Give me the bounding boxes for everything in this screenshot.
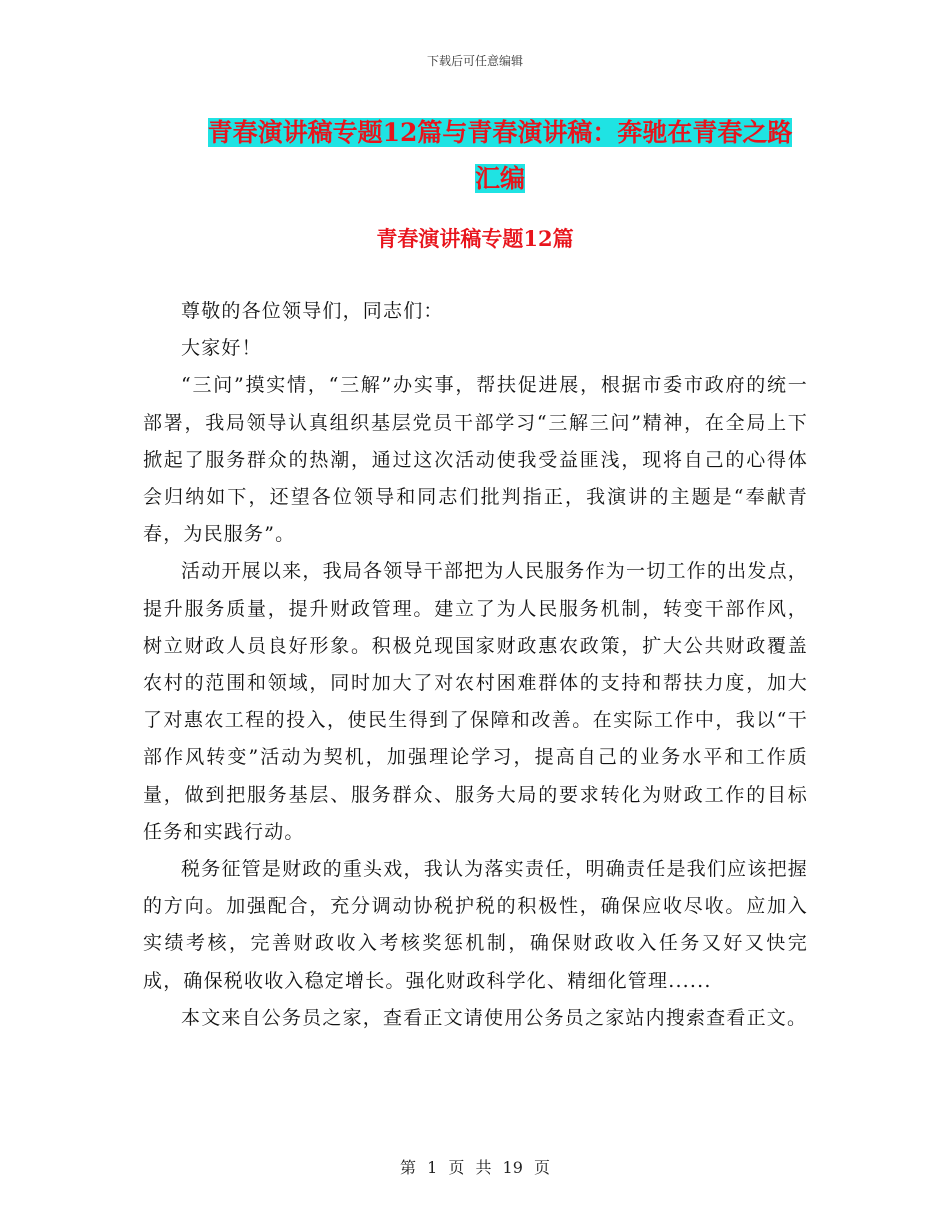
paragraph: 活动开展以来，我局各领导干部把为人民服务作为一切工作的出发点，提升服务质量，提升财政管理。建立了为人民服务机制，转变干部作风，树立财政人员良好形象。积极兑现国家财政惠农政策，扩大公共财政覆盖农村的范围和领域，同时加大了对农村困难群体的支持和帮扶力度，加大了对惠农工程的投入，使民生得到了保障和改善。在实际工作中，我以“干部作风转变”活动为契机，加强理论学习，提高自己的业务水平和工作质量，做到把服务基层、服务群众、服务大局的要求转化为财政工作的目标任务和实践行动。: [143, 560, 808, 843]
document-title-line1: 青春演讲稿专题12篇与青春演讲稿：奔驰在青春之路: [207, 118, 793, 147]
paragraph: 本文来自公务员之家，查看正文请使用公务员之家站内搜索查看正文。: [181, 1006, 808, 1029]
paragraph: 税务征管是财政的重头戏，我认为落实责任，明确责任是我们应该把握的方向。加强配合，充分调动协税护税的积极性，确保应收尽收。应加入实绩考核，完善财政收入考核奖惩机制，确保财政收入任务又好又快完成，确保税收收入稳定增长。强化财政科学化、精细化管理......: [143, 858, 808, 992]
section-title: 青春演讲稿专题12篇: [376, 226, 574, 251]
paragraph-hello: 大家好！: [181, 337, 262, 360]
page-header-note: 下载后可任意编辑: [426, 54, 523, 68]
document-title: [190, 110, 810, 202]
paragraph: “三问”摸实情，“三解”办实事，帮扶促进展，根据市委市政府的统一部署，我局领导认真组织基层党员干部学习“三解三问”精神，在全局上下掀起了服务群众的热潮，通过这次活动使我受益匪浅，现将自己的心得体会归纳如下，还望各位领导和同志们批判指正，我演讲的主题是“奉献青春，为民服务”。: [143, 374, 808, 546]
paragraph-greeting: 尊敬的各位领导们，同志们：: [181, 300, 444, 322]
page-number-footer: 第 1 页 共 19 页: [400, 1158, 550, 1177]
document-body: [143, 293, 808, 1037]
document-title-line2: 汇编: [474, 164, 525, 193]
